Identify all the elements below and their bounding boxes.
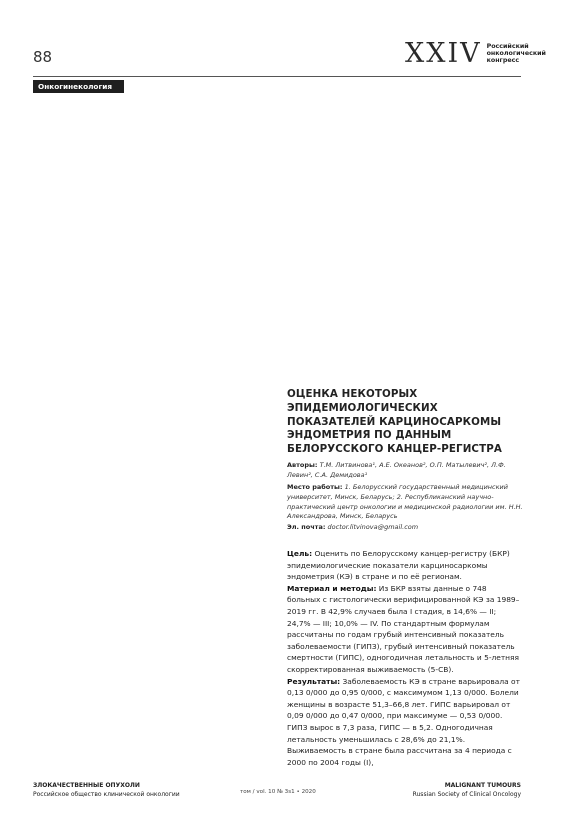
issue-info: том / vol. 10 № 3s1 • 2020 <box>240 789 316 795</box>
logo-line: Российский <box>486 43 529 50</box>
email-link[interactable]: doctor.litvinova@gmail.com <box>327 523 419 531</box>
congress-logo <box>405 40 546 67</box>
authors-block <box>287 461 527 481</box>
journal-title-ru: ЗЛОКАЧЕСТВЕННЫЕ ОПУХОЛИ <box>33 782 140 789</box>
header-divider <box>33 76 521 77</box>
aim-paragraph <box>287 548 522 583</box>
aim-text: Оценить по Белорусскому канцер-регистру (БКР) эпидемиологические показатели карциносаркомы эндометрия (КЭ) в стране и по её регионам. <box>287 549 510 582</box>
aim-label: Цель: <box>287 549 313 558</box>
logo-line: онкологический <box>486 50 546 57</box>
footer-left <box>33 781 180 799</box>
methods-text: Из БКР взяты данные о 748 больных с гистологически верифицированной КЭ за 1989–2019 гг. В 42,9% случаев была I стадия, в 14,6% — II; 24,7% — III; 10,0% — IV. По стандартным формулам рассчитаны по годам грубый интенсивный показатель заболеваемости (ГИПЗ), грубый интенсивный показатель смертности (ГИПС), одногодичная летальность и 5-летняя скорректированная выживаемость (5-СВ). <box>287 583 520 674</box>
results-text: Заболеваемость КЭ в стране варьировала от 0,13 0/000 до 0,95 0/000, с максимумом 1,13 0/000. Болели женщины в возрасте 51,3–66,8 лет. ГИПС варьировал от 0,09 0/000 до 0,47 0/000, при максимуме — 0,53 0/000. ГИПЗ вырос в 7,3 раза, ГИПС — в 5,2. Одногодичная летальность уменьшилась с 28,6% до 21,1%. Выживаемость в стране была рассчитана за 4 периода с 2000 по 2004 годы (I), <box>287 676 520 767</box>
results-label: Результаты: <box>287 676 341 686</box>
logo-text <box>487 43 546 64</box>
journal-title-en: MALIGNANT TUMOURS <box>444 782 521 789</box>
email-label: Эл. почта: <box>287 523 326 531</box>
results-paragraph <box>287 676 522 769</box>
section-tag: Онкогинекология <box>33 80 124 93</box>
footer-right <box>390 781 521 799</box>
abstract-body <box>287 548 522 768</box>
authors-label: Авторы: <box>287 461 318 469</box>
workplace-block <box>287 483 527 522</box>
email-block <box>287 523 527 533</box>
society-name-ru: Российское общество клинической онкологии <box>33 791 180 798</box>
page-number: 88 <box>33 48 53 66</box>
workplace-text: 1. Белорусский государственный медицинский университет, Минск, Беларусь; 2. Республиканский научно-практический центр онкологии и медицинской радиологии им. Н.Н. Александрова, Минск, Беларусь <box>287 483 523 521</box>
society-name-en: Russian Society of Clinical Oncology <box>412 791 521 798</box>
logo-roman-numeral: XXIV <box>405 38 482 69</box>
methods-label: Материал и методы: <box>287 583 377 593</box>
methods-paragraph <box>287 583 522 676</box>
logo-line: конгресс <box>486 57 520 64</box>
article-title: ОЦЕНКА НЕКОТОРЫХ ЭПИДЕМИОЛОГИЧЕСКИХ ПОКАЗАТЕЛЕЙ КАРЦИНОСАРКОМЫ ЭНДОМЕТРИЯ ПО ДАННЫМ БЕЛОРУССКОГО КАНЦЕР-РЕГИСТРА <box>287 388 502 456</box>
authors-list: Т.М. Литвинова¹, А.Е. Океанов², О.П. Матылевич², Л.Ф. Левин², С.А. Демидова¹ <box>287 461 506 479</box>
workplace-label: Место работы: <box>287 483 343 491</box>
